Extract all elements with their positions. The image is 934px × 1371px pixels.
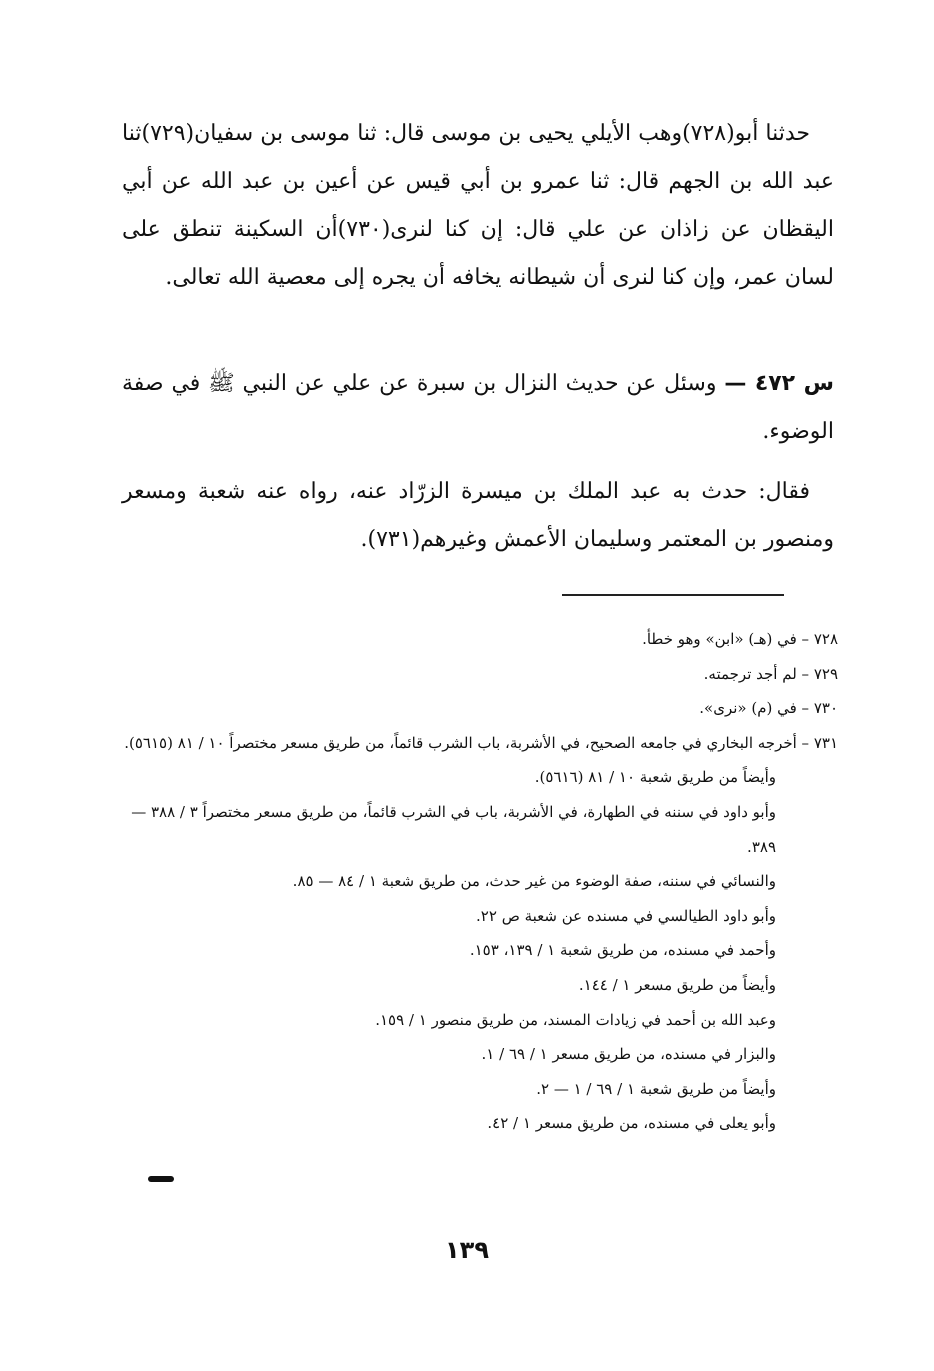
- continuation-mark: [148, 1176, 174, 1182]
- footnote-731-line: وأحمد في مسنده، من طريق شعبة ١ / ١٣٩، ١٥٣.: [469, 941, 776, 960]
- page-number: ١٣٩: [445, 1236, 489, 1264]
- answer-text: فقال: حدث به عبد الملك بن ميسرة الزرّاد عنه، رواه عنه شعبة ومسعر ومنصور بن المعتمر وسليمان الأعمش وغيرهم(٧٣١).: [122, 479, 834, 552]
- question-number: س ٤٧٢ —: [724, 371, 834, 396]
- footnote-731-line: والنسائي في سننه، صفة الوضوء من غير حدث، من طريق شعبة ١ / ٨٤ — ٨٥.: [292, 872, 776, 891]
- paragraph-1-text: حدثنا أبو(٧٢٨)وهب الأيلي يحيى بن موسى قال: ثنا موسى بن سفيان(٧٢٩)ثنا عبد الله بن الجهم قال: ثنا عمرو بن أبي قيس عن أعين بن عبد الله عن أبي اليقظان عن زاذان عن علي قال: إن كنا لنرى(٧٣٠)أن السكينة تنطق على لسان عمر، وإن كنا لنرى أن شيطانه يخافه أن يجره إلى معصية الله تعالى.: [122, 121, 834, 290]
- footnote-731: ٧٣١ – أخرجه البخاري في جامعه الصحيح، في الأشربة، باب الشرب قائماً، من طريق مسعر مختصراً ١٠ / ٨١ (٥٦١٥).: [124, 733, 838, 752]
- answer-paragraph: [122, 468, 834, 564]
- footnote-731-line: وعبد الله بن أحمد في زيادات المسند، من طريق منصور ١ / ١٥٩.: [375, 1010, 776, 1029]
- footnote-731-line: وأيضاً من طريق شعبة ١٠ / ٨١ (٥٦١٦).: [534, 768, 776, 787]
- question-text: وسئل عن حديث النزال بن سبرة عن علي عن النبي ﷺ في صفة الوضوء.: [122, 371, 834, 444]
- footnotes: [122, 622, 838, 1141]
- footnote-731-line: وأبو داود الطيالسي في مسنده عن شعبة ص ٢٢.: [476, 906, 776, 925]
- footnote-730: ٧٣٠ – في (م) «نرى».: [699, 699, 838, 718]
- footnote-731-line: وأيضاً من طريق شعبة ١ / ٦٩ / ١ — ٢.: [536, 1079, 776, 1098]
- footnote-728: ٧٢٨ – في (هـ) «ابن» وهو خطأ.: [642, 630, 838, 648]
- paragraph-hadith-text: [122, 110, 834, 302]
- footnote-731-line: وأبو يعلى في مسنده، من طريق مسعر ١ / ٤٢.: [487, 1114, 776, 1133]
- footnote-731-line: وأيضاً من طريق مسعر ١ / ١٤٤.: [578, 975, 776, 994]
- footnote-separator: [562, 594, 784, 596]
- footnote-729: ٧٢٩ – لم أجد ترجمته.: [703, 664, 838, 683]
- footnote-731-line: وأبو داود في سننه في الطهارة، في الأشربة، باب في الشرب قائماً، من طريق مسعر مختصراً ٣ / ٣٨٨ — ٣٨٩.: [131, 802, 776, 856]
- footnote-731-line: والبزار في مسنده، من طريق مسعر ١ / ٦٩ / ١.: [481, 1045, 776, 1064]
- question-paragraph: [122, 360, 834, 456]
